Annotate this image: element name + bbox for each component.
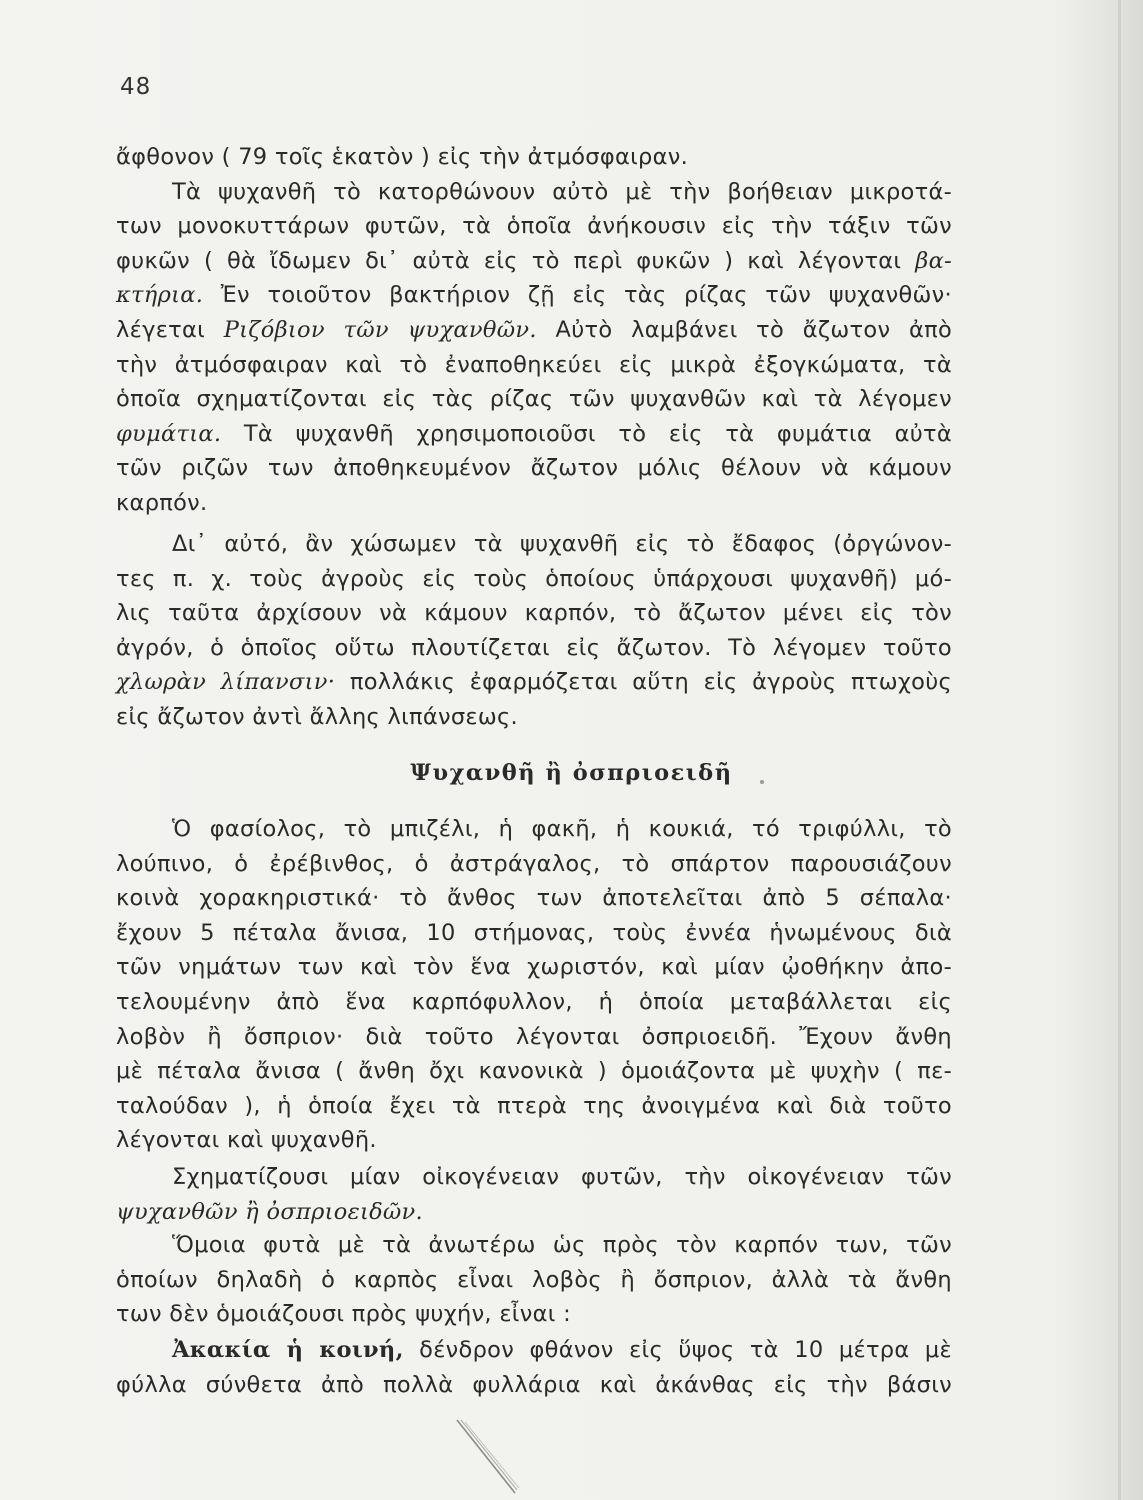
text-line: ἀγρόν, ὁ ὁποῖος οὕτω πλουτίζεται εἰς ἄζωτον. Τὸ λέγομεν τοῦτο [116,634,952,661]
bold-term: Ἀκακία ἡ κοινή, [172,1337,404,1363]
text-line [116,665,952,700]
inline-text: φυκῶν ( θὰ ἴδωμεν δι᾽ αὐτὰ εἰς τὸ περὶ φυκῶν ) καὶ λέγονται [116,247,902,274]
text-line: ὁποίων δηλαδὴ ὁ καρπὸς εἶναι λοβὸς ἢ ὄσπριον, ἀλλὰ τὰ ἄνθη [116,1266,952,1293]
paragraph-group-1 [116,140,952,521]
inline-text: Τὰ ψυχανθῆ χρησιμοποιοῦσι τὸ εἰς τὰ φυμάτια αὐτὰ [243,420,952,447]
text-line: τες π. χ. τοὺς ἀγροὺς εἰς τοὺς ὁποίους ὑπάρχουσι ψυχανθῆ) μό- [116,565,952,592]
text-line: τῶν νημάτων των καὶ τὸν ἕνα χωριστόν, καὶ μίαν ᾠοθήκην ἀπο- [116,954,952,981]
text-line: τὴν ἀτμόσφαιραν καὶ τὸ ἐναποθηκεύει εἰς μικρὰ ἐξογκώματα, τὰ [116,351,952,378]
text-line: των δὲν ὁμοιάζουσι πρὸς ψυχήν, εἶναι : [116,1301,571,1328]
text-line: καρπόν. [116,489,208,516]
italic-term: βα- [915,247,952,274]
text-line: ὁποῖα σχηματίζονται εἰς τὰς ρίζας τῶν ψυχανθῶν καὶ τὰ λέγομεν [116,386,952,413]
text-line: λις ταῦτα ἀρχίσουν νὰ κάμουν καρπόν, τὸ ἄζωτον μένει εἰς τὸν [116,600,952,627]
text-line: ἄφθονον ( 79 τοῖς ἑκατὸν ) εἰς τὴν ἀτμόσφαιραν. [116,144,689,170]
inline-text: λέγεται [116,316,206,343]
italic-term: φυμάτια. [116,420,222,447]
text-line [116,1195,952,1230]
text-line: λέγονται καὶ ψυχανθῆ. [116,1127,377,1154]
paragraph-group-3 [116,812,952,1158]
text-line: μὲ πέταλα ἄνισα ( ἄνθη ὄχι κανονικὰ ) ὁμοιάζοντα μὲ ψυχὴν ( πε- [116,1058,952,1085]
text-line: ἔχουν 5 πέταλα ἄνισα, 10 στήμονας, τοὺς ἐννέα ἡνωμένους διὰ [116,919,952,946]
text-line: Ὁ φασίολος, τὸ μπιζέλι, ἡ φακῆ, ἡ κουκιά, τό τριφύλλι, τὸ [172,816,952,842]
text-line: λοβὸν ἢ ὄσπριον· διὰ τοῦτο λέγονται ὀσπριοειδῆ. Ἔχουν ἄνθη [116,1023,952,1050]
pencil-stroke-mark [455,1418,545,1498]
page-number: 48 [120,74,152,100]
text-line: εἰς ἄζωτον ἀντὶ ἄλλης λιπάνσεως. [116,703,518,730]
text-line [116,278,952,313]
paragraph-group-4 [116,1160,952,1229]
text-line: ταλούδαν ), ἡ ὁποία ἔχει τὰ πτερὰ της ἀνοιγμένα καὶ διὰ τοῦτο [116,1092,952,1119]
text-line: τῶν ριζῶν των ἀποθηκευμένον ἄζωτον μόλις θέλουν νὰ κάμουν [116,455,952,482]
italic-term: Ριζόβιον τῶν ψυχανθῶν. [223,316,537,343]
italic-term: ψυχανθῶν ἢ ὀσπριοειδῶν. [116,1198,423,1225]
text-line: Ὅμοια φυτὰ μὲ τὰ ἀνωτέρω ὡς πρὸς τὸν καρπόν των, τῶν [172,1232,952,1258]
text-line: λούπινο, ὁ ἐρέβινθος, ὁ ἀστράγαλος, τὸ σπάρτον παρουσιάζουν [116,850,952,877]
text-line [116,417,952,452]
text-line: κοινὰ χορακηριστικά· τὸ ἄνθος των ἀποτελεῖται ἀπὸ 5 σέπαλα· [116,885,952,912]
text-line: τελουμένην ἀπὸ ἕνα καρπόφυλλον, ἡ ὁποία μεταβάλλεται εἰς [116,988,952,1015]
italic-term: χλωρὰν λίπανσιν· [116,669,336,696]
paragraph-group-2 [116,527,952,735]
text-line [116,313,952,348]
inline-text: Ἐν τοιοῦτον βακτήριον ζῇ εἰς τὰς ρίζας τῶν ψυχανθῶν· [220,282,952,309]
inline-text: πολλάκις ἐφαρμόζεται αὕτη εἰς ἀγροὺς πτωχοὺς [349,669,953,696]
text-line: των μονοκυττάρων φυτῶν, τὰ ὁποῖα ἀνήκουσιν εἰς τὴν τάξιν τῶν [116,213,952,240]
italic-term: κτήρια. [116,282,204,309]
section-heading: Ψυχανθῆ ἢ ὀσπριοειδῆ [410,760,733,786]
text-line: Σχηματίζουσι μίαν οἰκογένειαν φυτῶν, τὴν οἰκογένειαν τῶν [172,1164,952,1190]
text-line: φύλλα σύνθετα ἀπὸ πολλὰ φυλλάρια καὶ ἀκάνθας εἰς τὴν βάσιν [116,1371,952,1398]
text-line [116,244,952,279]
inline-text: δένδρον φθάνον εἰς ὕψος τὰ 10 μέτρα μὲ [419,1337,952,1363]
ink-speck [760,780,764,784]
page-edge-divider [1118,0,1121,1500]
paragraph-group-5 [116,1228,952,1332]
text-line [116,1333,952,1368]
text-line: Δι᾽ αὐτό, ἂν χώσωμεν τὰ ψυχανθῆ εἰς τὸ ἔδαφος (ὀργώνον- [172,531,952,557]
text-line: Τὰ ψυχανθῆ τὸ κατορθώνουν αὐτὸ μὲ τὴν βοήθειαν μικροτά- [172,178,952,205]
paragraph-group-6 [116,1333,952,1402]
inline-text: Αὐτὸ λαμβάνει τὸ ἄζωτον ἀπὸ [555,316,953,343]
